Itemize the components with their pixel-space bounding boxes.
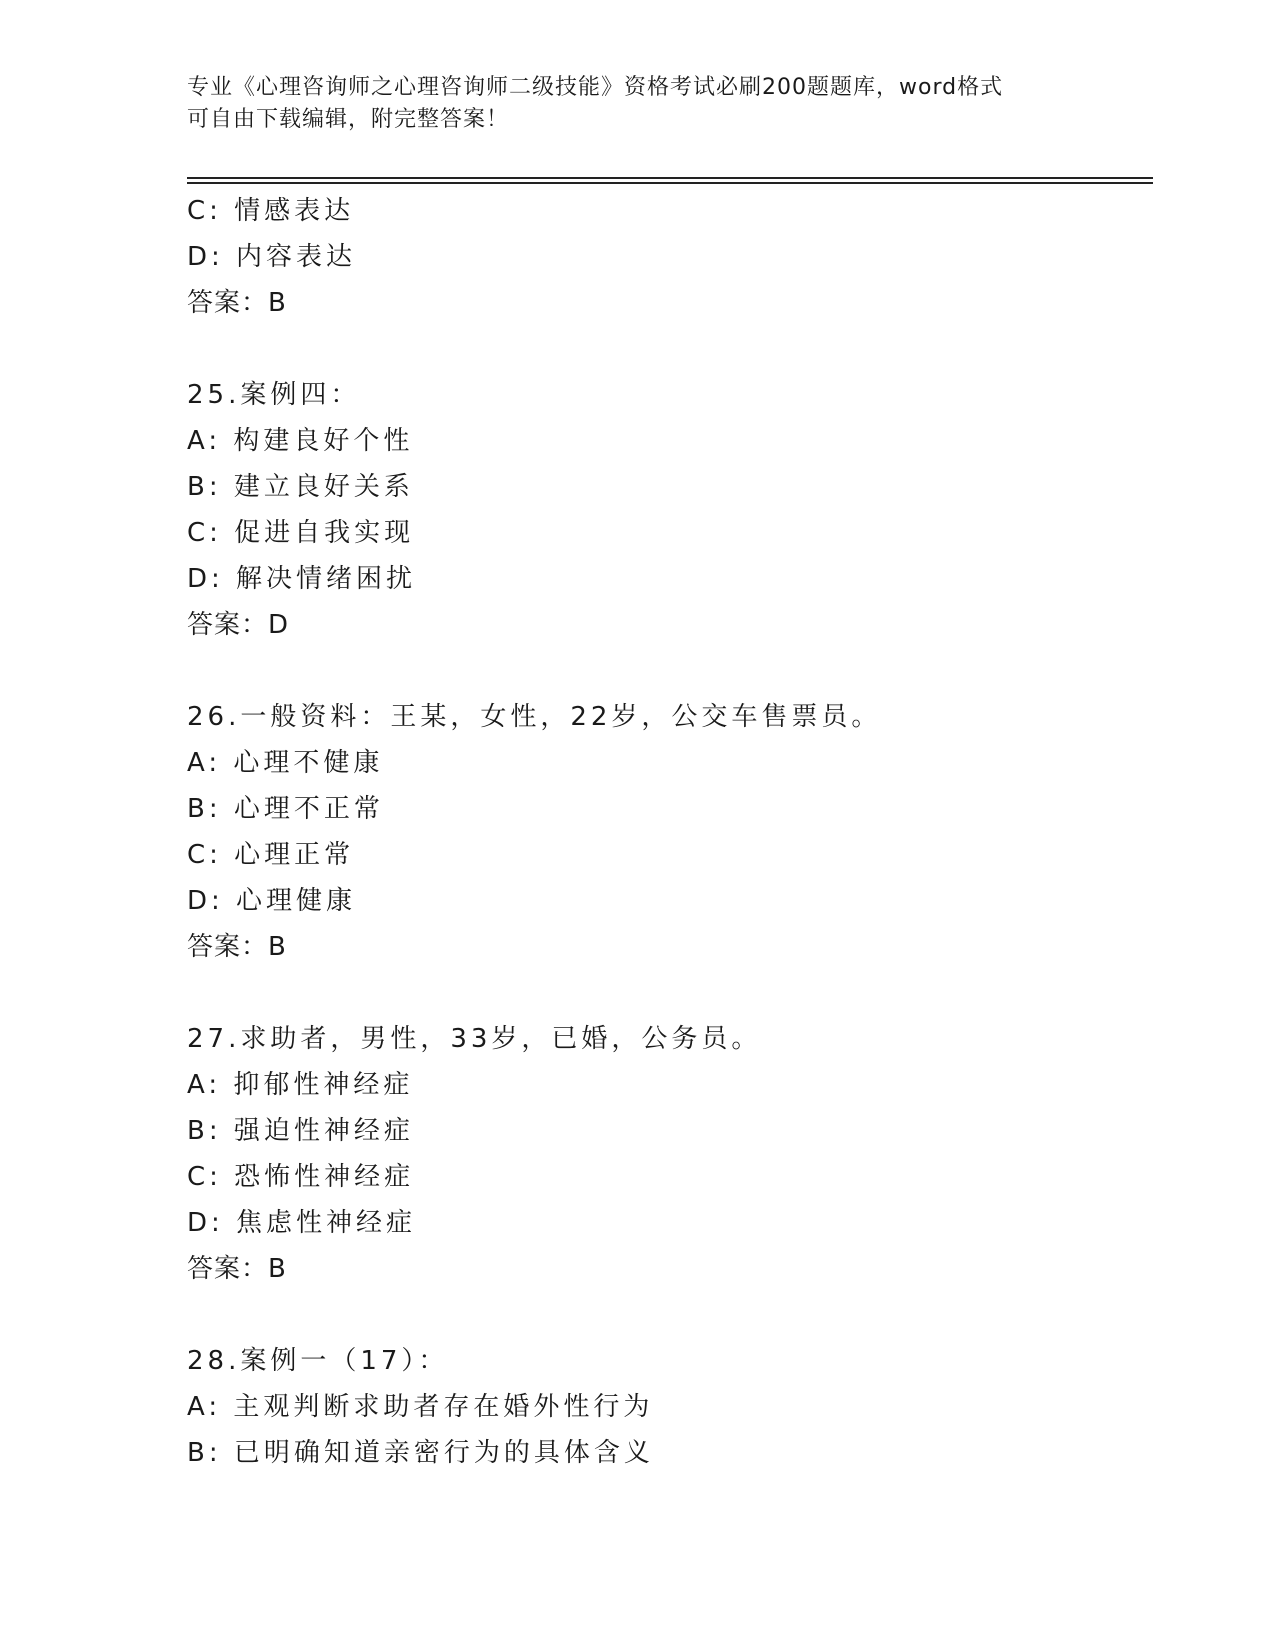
option-d: D: 内容表达 [187, 242, 357, 272]
document-header [187, 72, 1087, 136]
option-d: D: 焦虑性神经症 [187, 1208, 417, 1238]
question-block [187, 1016, 1147, 1292]
question-title: 27.求助者，男性，33岁，已婚，公务员。 [187, 1024, 762, 1054]
option-b: B: 已明确知道亲密行为的具体含义 [187, 1438, 654, 1468]
option-c: C: 恐怖性神经症 [187, 1162, 415, 1192]
question-title: 26.一般资料：王某，女性，22岁，公交车售票员。 [187, 702, 882, 732]
answer-line: 答案：B [187, 288, 287, 318]
question-title: 28.案例一（17）： [187, 1346, 449, 1376]
option-c: C: 情感表达 [187, 196, 355, 226]
question-block [187, 1338, 1147, 1476]
option-c: C: 心理正常 [187, 840, 355, 870]
question-list [187, 188, 1147, 1476]
option-b: B: 心理不正常 [187, 794, 384, 824]
answer-line: 答案：B [187, 932, 287, 962]
option-c: C: 促进自我实现 [187, 518, 415, 548]
option-a: A: 主观判断求助者存在婚外性行为 [187, 1392, 654, 1422]
question-block [187, 188, 1147, 326]
question-block [187, 694, 1147, 970]
question-block [187, 372, 1147, 648]
option-a: A: 构建良好个性 [187, 426, 414, 456]
header-line-1: 专业《心理咨询师之心理咨询师二级技能》资格考试必刷200题题库，word格式 [187, 75, 1004, 100]
option-d: D: 解决情绪困扰 [187, 564, 417, 594]
option-b: B: 强迫性神经症 [187, 1116, 414, 1146]
answer-line: 答案：B [187, 1254, 287, 1284]
option-d: D: 心理健康 [187, 886, 357, 916]
option-a: A: 抑郁性神经症 [187, 1070, 414, 1100]
question-title: 25.案例四： [187, 380, 361, 410]
answer-line: 答案：D [187, 610, 290, 640]
header-line-2: 可自由下载编辑，附完整答案！ [187, 107, 510, 132]
option-b: B: 建立良好关系 [187, 472, 414, 502]
header-divider-bottom [187, 182, 1153, 184]
header-divider-top [187, 177, 1153, 179]
option-a: A: 心理不健康 [187, 748, 384, 778]
